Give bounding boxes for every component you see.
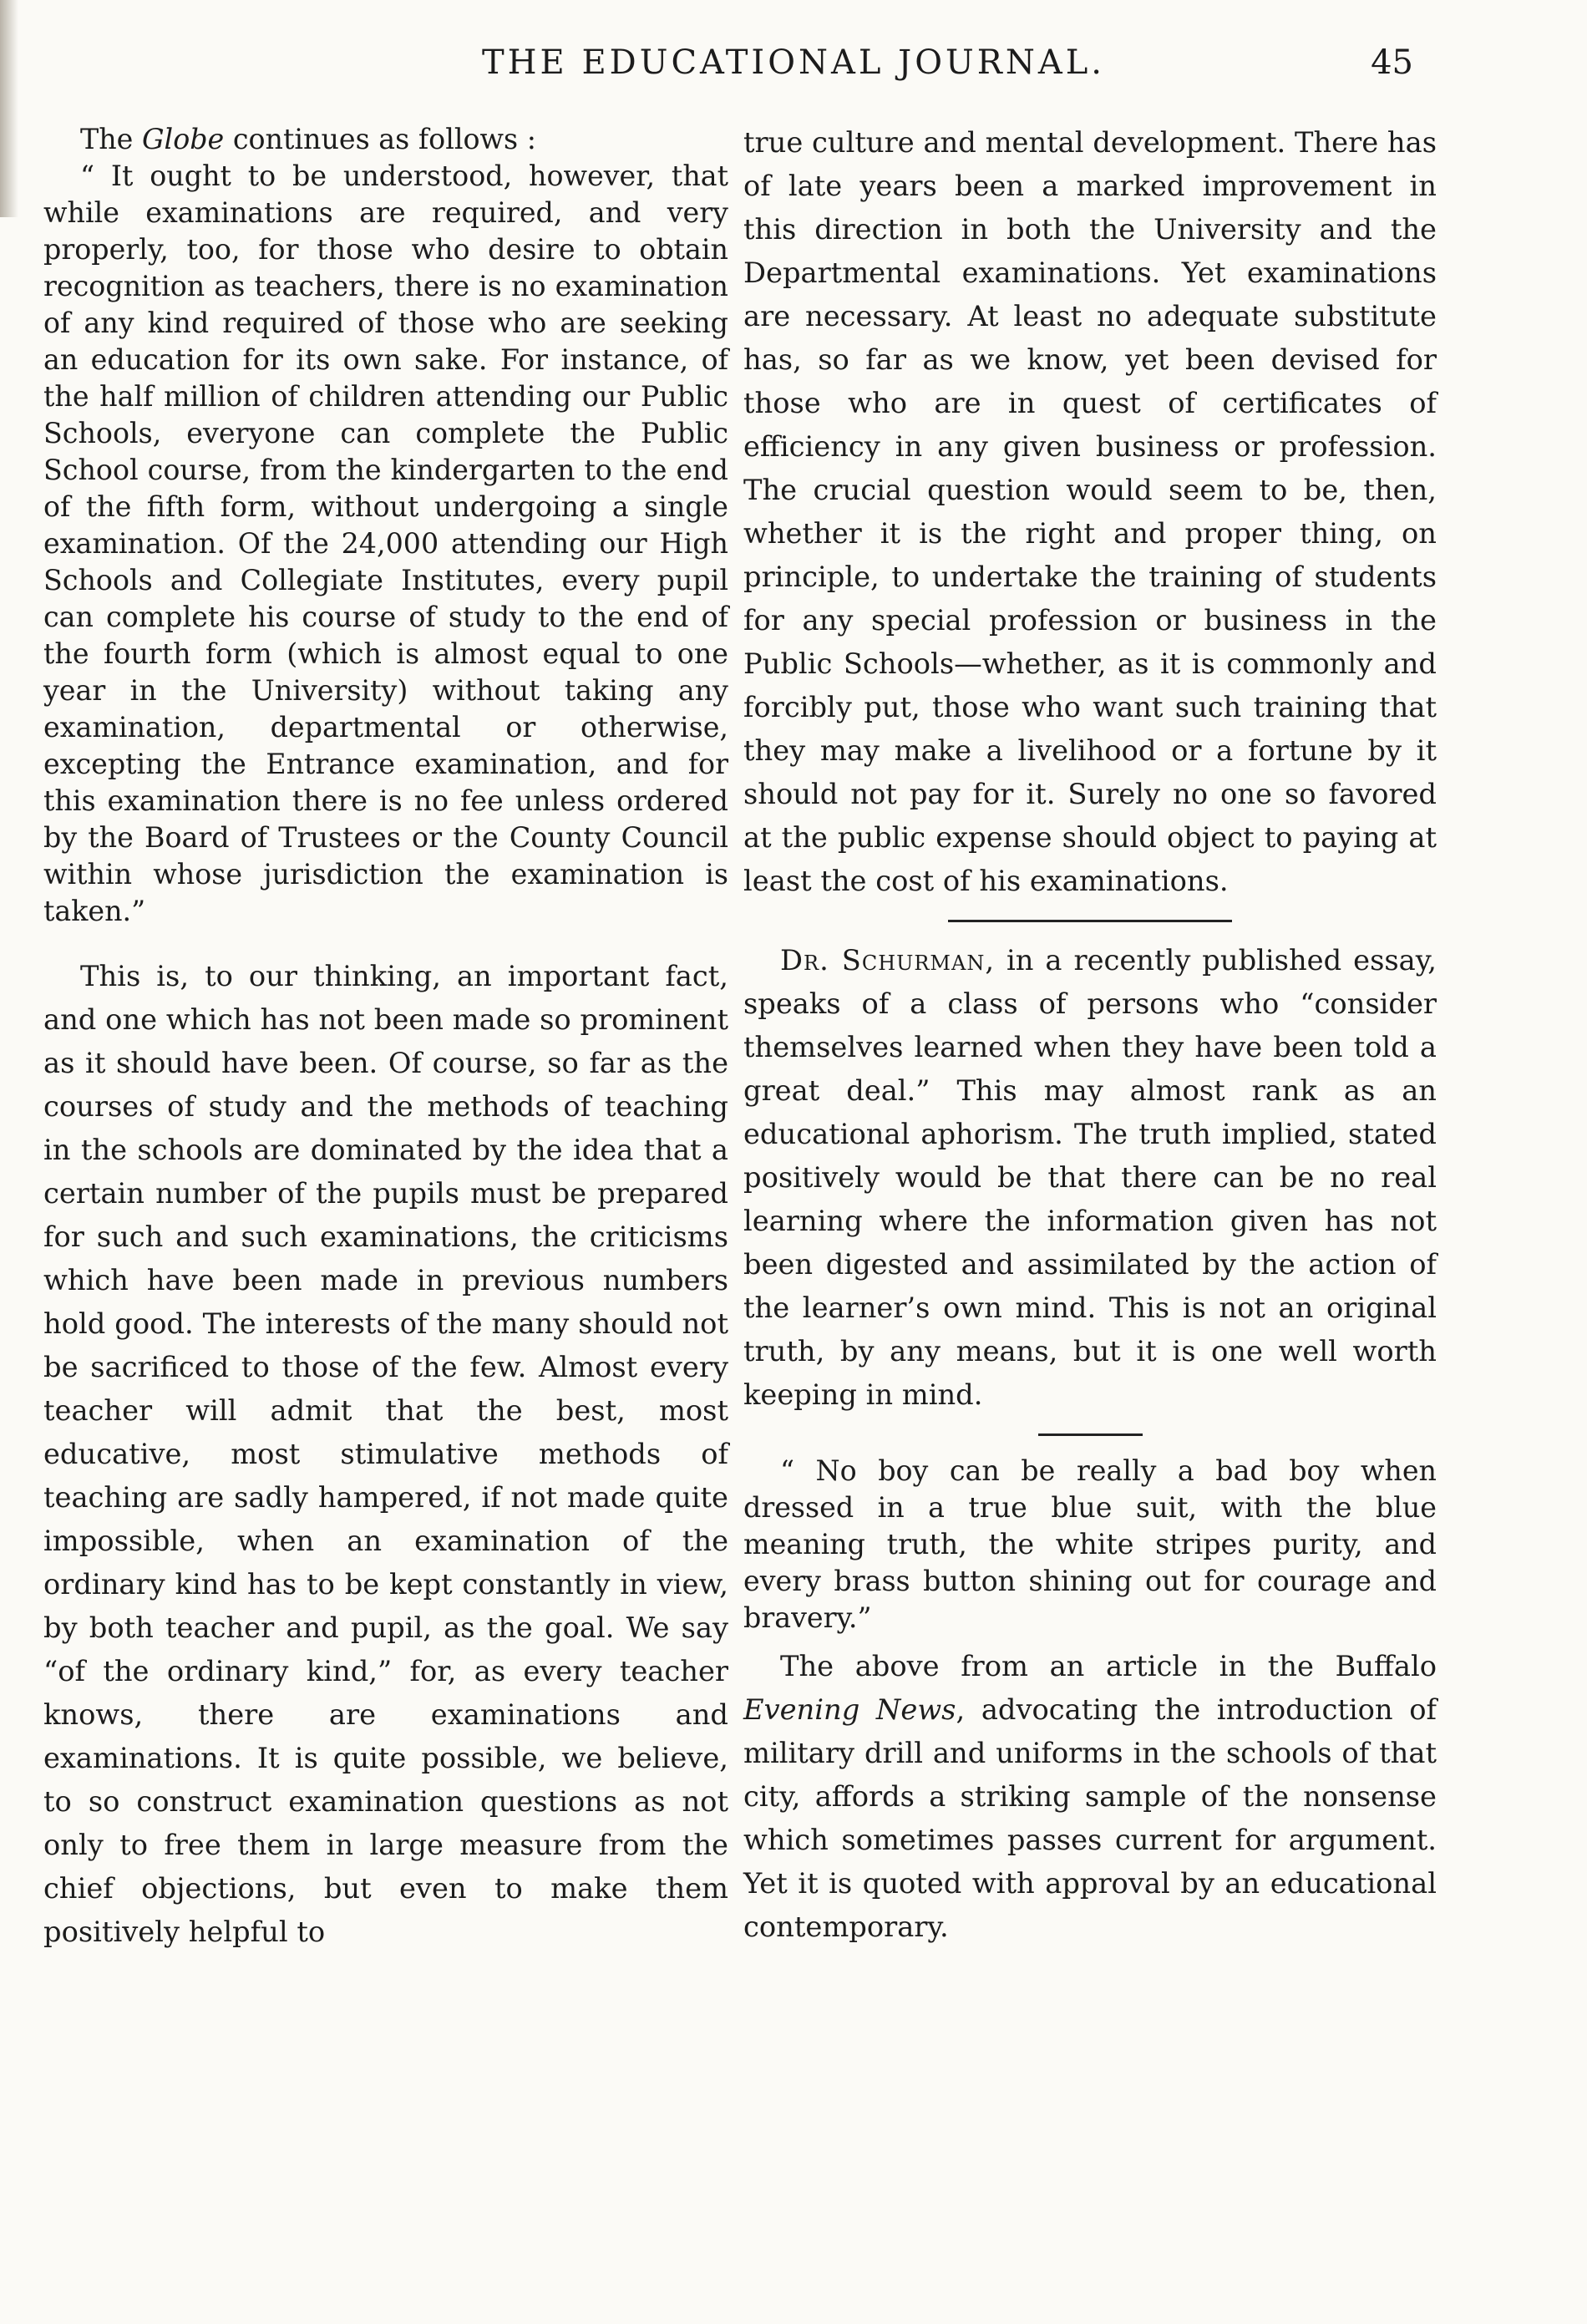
globe-intro-paragraph	[43, 121, 728, 158]
buffalo-text-after: , advocating the introduction of military drill and uniforms in the schools of that city, affords a striking sample of the nonsense which sometimes passes current for argument. Yet it is quoted with approval by an educational contemporary.	[743, 1693, 1437, 1943]
intro-text-before: The	[80, 123, 142, 155]
page-number: 45	[1371, 43, 1413, 82]
buffalo-text-before: The above from an article in the Buffalo	[780, 1650, 1437, 1682]
commentary-paragraph: This is, to our thinking, an important fact, and one which has not been made so prominent as it should have been. Of course, so far as the courses of study and the methods of teaching in the schools are dominated by the idea that a certain number of the pupils must be prepared for such and such examinations, the criticisms which have been made in previous numbers hold good. The interests of the many should not be sacrificed to those of the few. Almost every teacher will admit that the best, most educative, most stimulative methods of teaching are sadly hampered, if not made quite impossible, when an examination of the ordinary kind has to be kept constantly in view, by both teacher and pupil, as the goal. We say “of the ordinary kind,” for, as every teacher knows, there are examinations and examinations. It is quite possible, we believe, to so construct examination questions as not only to free them in large measure from the chief objections, but even to make them positively helpful to	[43, 960, 728, 1948]
schurman-paragraph	[743, 939, 1437, 1417]
schurman-name: Dr. Schurman,	[780, 944, 996, 977]
continuation-paragraph: true culture and mental development. There has of late years been a marked improvement in this direction in both the University and the Departmental examinations. Yet examinations are necessary. At least no adequate substitute has, so far as we know, yet been devised for those who are in quest of certificates of efficiency in any given business or profession. The crucial question would seem to be, then, whether it is the right and proper thing, on principle, to undertake the training of students for any special profession or business in the Public Schools—whether, as it is commonly and forcibly put, those who want such training that they may make a livelihood or a fortune by it should not pay for it. Surely no one so favored at the public expense should object to paying at least the cost of his examinations.	[743, 126, 1437, 897]
globe-quote-paragraph: “ It ought to be understood, however, that while examinations are required, and very properly, too, for those who desire to obtain recognition as teachers, there is no examination of any kind required of those who are seeking an education for its own sake. For instance, of the half million of children attending our Public Schools, everyone can complete the Public School course, from the kindergarten to the end of the fifth form, without undergoing a single examination. Of the 24,000 attending our High Schools and Collegiate Institutes, every pupil can complete his course of study to the end of the fourth form (which is almost equal to one year in the University) without taking any examination, departmental or otherwise, excepting the Entrance examination, and for this examination there is no fee unless ordered by the Board of Trustees or the County Council within whose jurisdiction the examination is taken.”	[43, 160, 728, 927]
intro-text-after: continues as follows :	[224, 123, 536, 155]
globe-title: Globe	[141, 123, 225, 155]
running-head	[0, 43, 1587, 94]
journal-title: THE EDUCATIONAL JOURNAL.	[481, 43, 1106, 82]
left-column	[43, 121, 728, 1954]
schurman-text: in a recently published essay, speaks of a class of persons who “consider themselves learned when they have been told a great deal.” This may almost rank as an educational aphorism. The truth implied, stated positively would be that there can be no real learning where the information given has not been digested and assimilated by the action of the learner’s own mind. This is not an original truth, by any means, but it is one well worth keeping in mind.	[743, 944, 1437, 1411]
section-divider	[948, 920, 1232, 922]
short-divider	[1038, 1433, 1143, 1436]
evening-news-title: Evening News	[743, 1693, 956, 1726]
buffalo-paragraph	[743, 1645, 1437, 1949]
right-column	[743, 121, 1437, 1949]
scan-edge-shadow	[0, 0, 18, 217]
boy-quote-paragraph: “ No boy can be really a bad boy when dressed in a true blue suit, with the blue meaning truth, the white stripes purity, and every brass button shining out for courage and bravery.”	[743, 1454, 1437, 1634]
